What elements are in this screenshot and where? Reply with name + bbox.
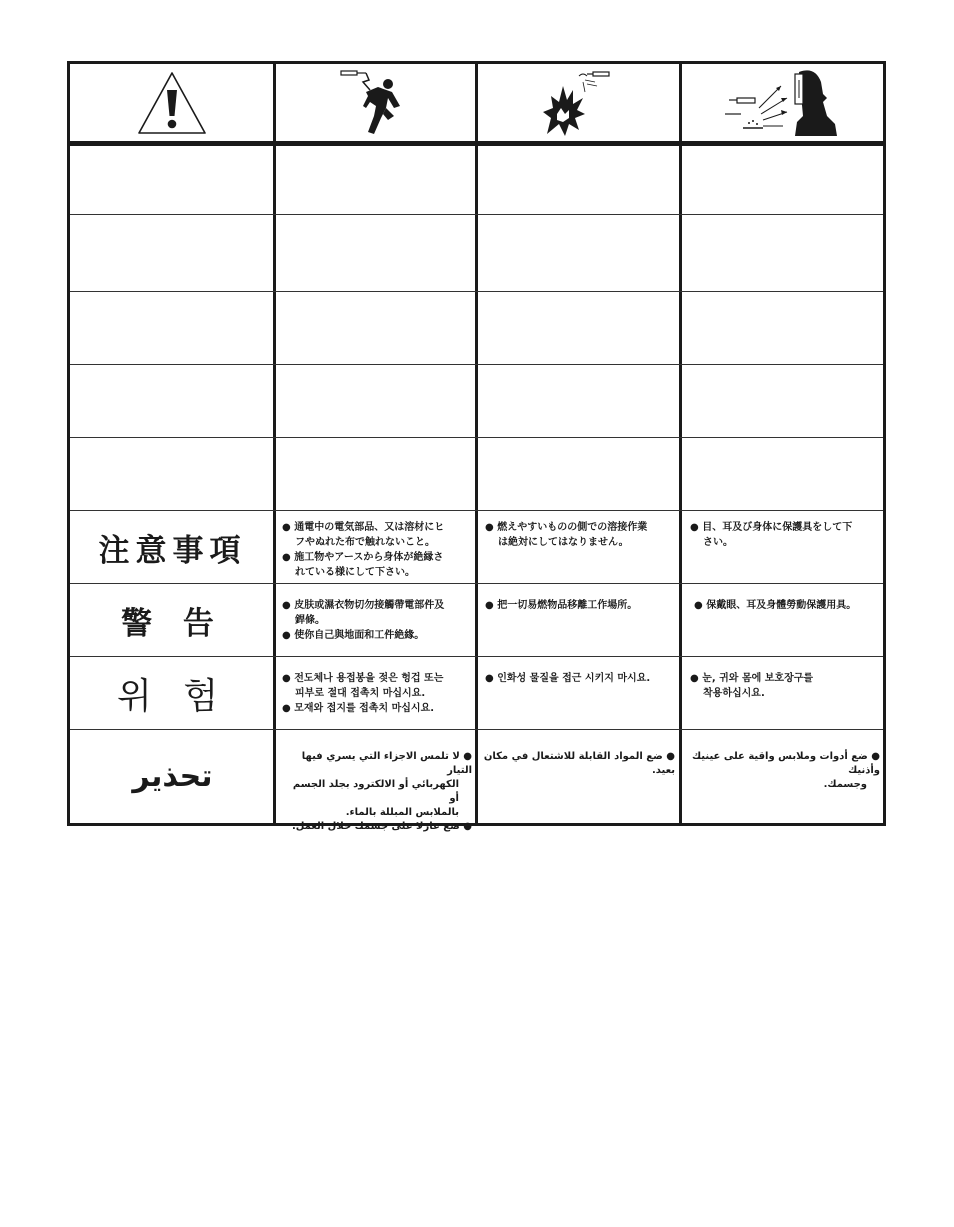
chinese-fire-warning xyxy=(485,598,637,613)
row-divider xyxy=(70,656,883,657)
warning-line: ● 使你自己與地面和工件絶緣。 xyxy=(282,630,425,641)
warning-triangle-icon xyxy=(70,64,273,141)
electric-shock-icon xyxy=(276,64,475,141)
language-label-arabic: تحذير xyxy=(132,758,213,794)
warning-line: 피부로 절대 접촉치 마십시요. xyxy=(295,688,426,699)
warning-line: ● 施工物やアースから身体が絶縁さ xyxy=(282,552,444,563)
language-label-japanese: 注意事項 xyxy=(98,533,247,569)
safety-warning-table xyxy=(67,61,886,832)
warning-line: ● ضع المواد القابلة للاشتعال في مكان بعيد. xyxy=(483,751,675,776)
warning-line: ● لا تلمس الاجزاء التي يسري فيها التيار xyxy=(301,751,472,776)
warning-line: 銲條。 xyxy=(295,615,325,626)
explosion-fire-icon xyxy=(478,64,679,141)
warning-line: は絶対にしてはなりません。 xyxy=(498,537,629,548)
row-divider xyxy=(70,729,883,730)
warning-line: さい。 xyxy=(703,537,733,548)
warning-line: ● 保戴眼、耳及身體勞動保護用具。 xyxy=(694,600,857,611)
warning-line: ● 目、耳及び身体に保護具をして下 xyxy=(690,522,853,533)
arabic-rays-warning xyxy=(685,750,880,792)
japanese-fire-warning xyxy=(485,520,647,550)
row-divider xyxy=(70,291,883,292)
warning-line: ● 燃えやすいものの側での溶接作業 xyxy=(485,522,648,533)
warning-line: れている様にして下さい。 xyxy=(295,567,415,578)
warning-line: ● 인화성 물질을 접근 시키지 마시요. xyxy=(485,673,651,684)
japanese-shock-warning xyxy=(282,520,444,580)
row-divider xyxy=(70,583,883,584)
warning-line: 착용하십시요. xyxy=(703,688,765,699)
warning-line: ● 通電中の電気部品、又は溶材にヒ xyxy=(282,522,445,533)
header-divider xyxy=(70,141,883,146)
row-divider xyxy=(70,364,883,365)
japanese-rays-warning xyxy=(690,520,852,550)
warning-line: ● ضع أدوات وملابس واقية على عينيك وأذنيك xyxy=(691,751,880,776)
warning-line: بالملابس المبللة بالماء. xyxy=(345,807,459,818)
korean-shock-warning xyxy=(282,671,443,716)
arabic-fire-warning xyxy=(483,750,675,778)
korean-fire-warning xyxy=(485,671,650,686)
column-divider xyxy=(475,64,478,823)
arabic-shock-warning xyxy=(282,750,472,834)
language-label-korean: 위 험 xyxy=(117,676,228,717)
arc-rays-protection-icon xyxy=(682,64,883,141)
warning-line: وجسمك. xyxy=(823,779,867,790)
warning-line: ● 모재와 접지를 접촉치 마십시요. xyxy=(282,703,435,714)
language-label-chinese: 警 告 xyxy=(121,606,224,642)
row-divider xyxy=(70,510,883,511)
warning-line: الكهربائي أو الالكترود بجلد الجسم أو xyxy=(292,779,459,804)
warning-line: ● 把一切易燃物品移離工作場所。 xyxy=(485,600,638,611)
warning-line: ● ضع عازلا على جسمك خلال العمل. xyxy=(291,821,472,832)
warning-line: ● 皮肤或濕衣物切勿接觸帶電部件及 xyxy=(282,600,445,611)
warning-line: フやぬれた布で触れないこと。 xyxy=(295,537,435,548)
column-divider xyxy=(679,64,682,823)
chinese-rays-warning xyxy=(694,598,856,613)
warning-line: ● 눈, 귀와 몸에 보호장구를 xyxy=(690,673,814,684)
warning-line: ● 전도체나 용접봉을 젖은 헝겁 또는 xyxy=(282,673,444,684)
row-divider xyxy=(70,437,883,438)
korean-rays-warning xyxy=(690,671,813,701)
row-divider xyxy=(70,214,883,215)
chinese-shock-warning xyxy=(282,598,444,643)
